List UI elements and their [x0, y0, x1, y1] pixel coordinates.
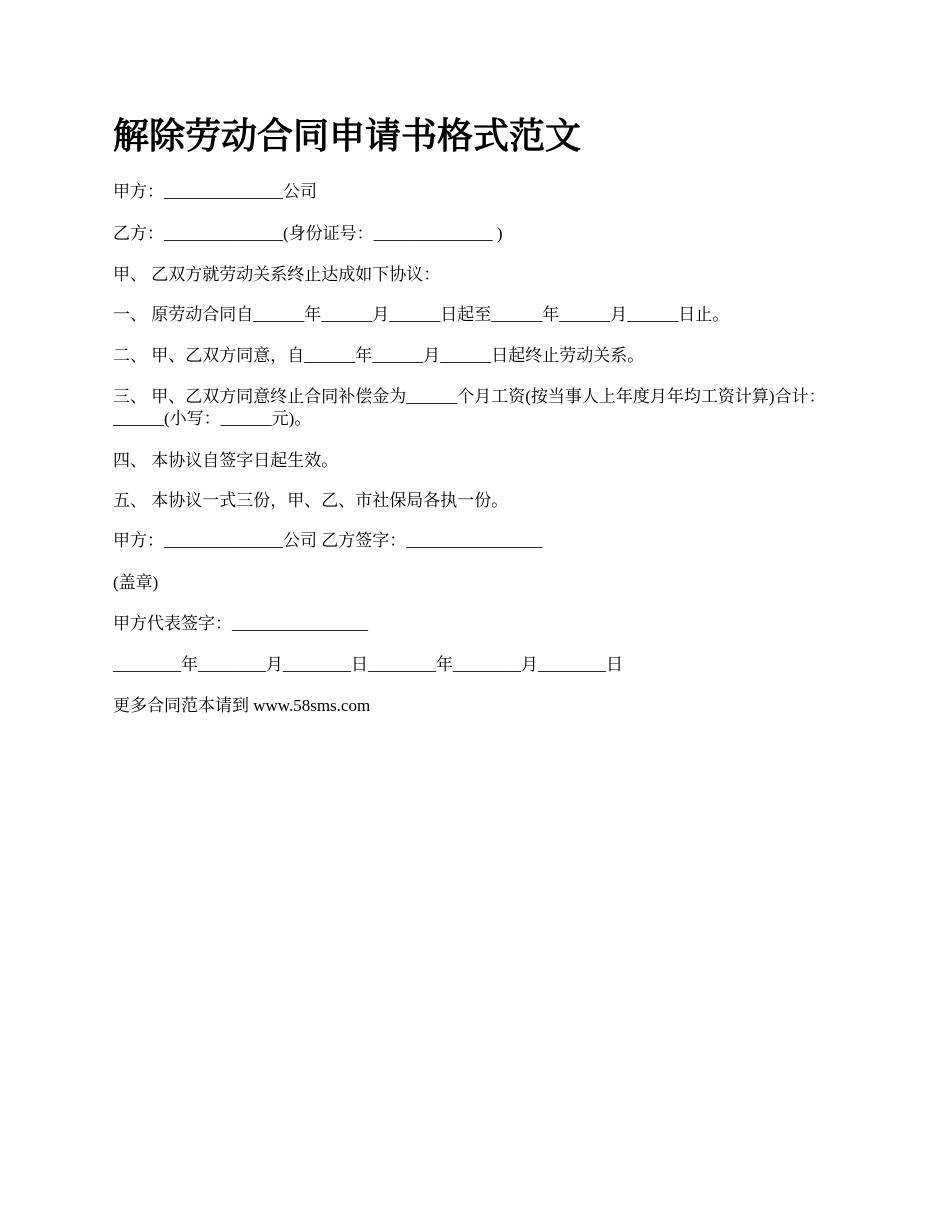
agreement-intro: 甲、 乙双方就劳动关系终止达成如下协议： — [113, 265, 441, 284]
party-b-line: 乙方：______________(身份证号：______________ ) — [113, 224, 503, 243]
representative-signature-line: 甲方代表签字：________________ — [113, 614, 368, 633]
signature-line: 甲方：______________公司 乙方签字：________________ — [113, 531, 543, 550]
clause-four: 四、 本协议自签字日起生效。 — [113, 451, 339, 470]
document-title: 解除劳动合同申请书格式范文 — [113, 116, 582, 156]
clause-one: 一、 原劳动合同自______年______月______日起至______年______月______日止。 — [113, 305, 730, 324]
clause-two: 二、 甲、乙双方同意，自______年______月______日起终止劳动关系。 — [113, 346, 645, 365]
clause-five: 五、 本协议一式三份，甲、乙、市社保局各执一份。 — [113, 491, 509, 510]
more-templates-note: 更多合同范本请到 www.58sms.com — [113, 696, 371, 715]
seal-note: (盖章) — [113, 573, 159, 592]
clause-three: 三、 甲、乙双方同意终止合同补偿金为______个月工资(按当事人上年度月年均工资计算)合计：______(小写：______元)。 — [113, 387, 826, 428]
party-a-line: 甲方：______________公司 — [113, 182, 317, 201]
date-line: ________年________月________日________年________月________日 — [113, 655, 623, 674]
